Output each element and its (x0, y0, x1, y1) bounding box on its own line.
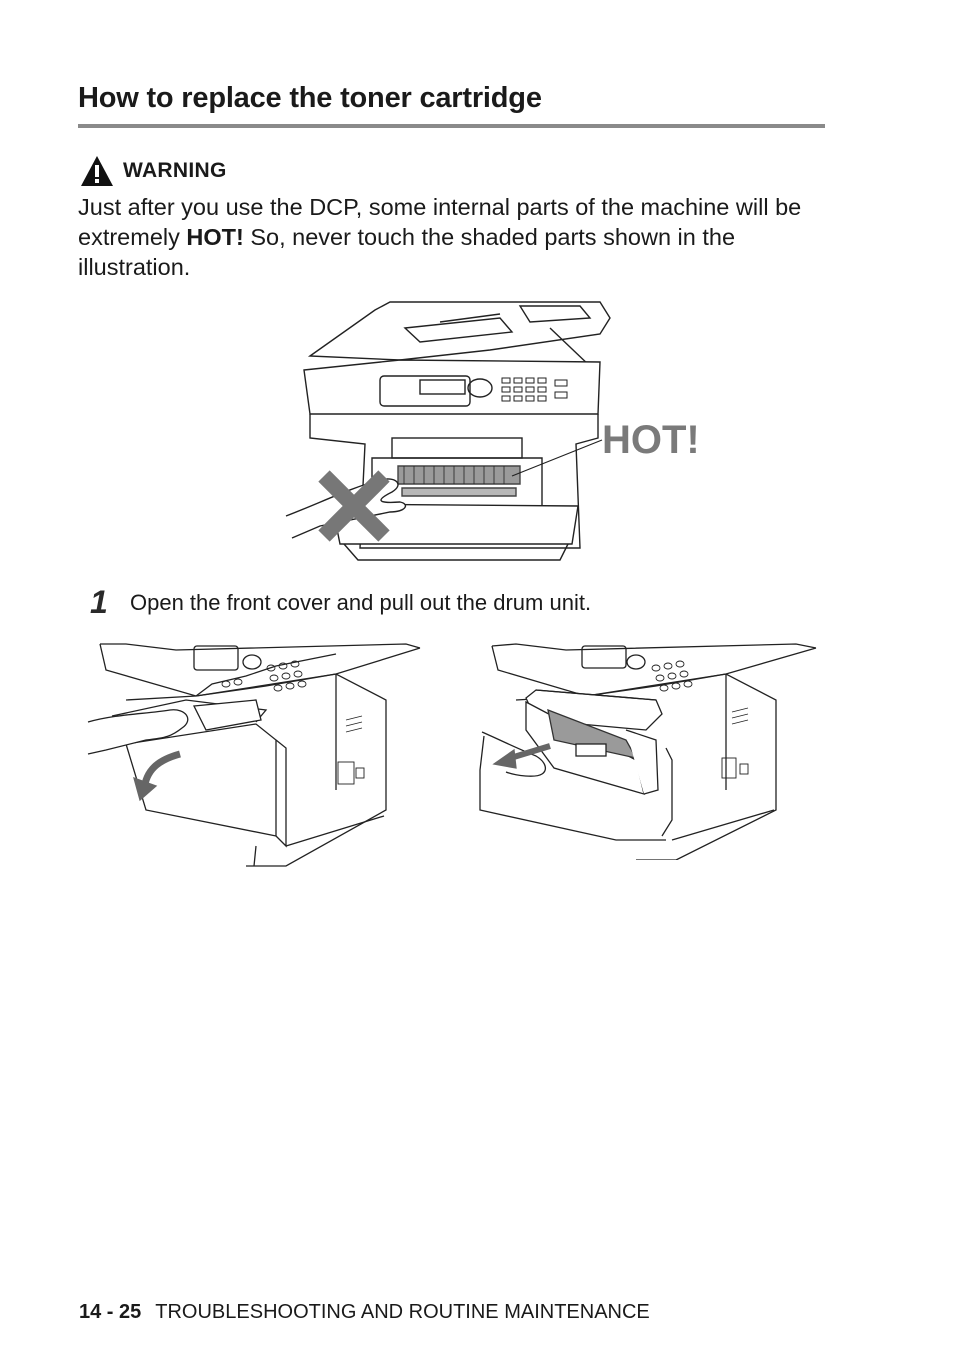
warning-text (78, 192, 838, 282)
page-number: 14 - 25 (79, 1301, 142, 1323)
warning-label: WARNING (123, 159, 227, 182)
section-name: TROUBLESHOOTING AND ROUTINE MAINTENANCE (155, 1301, 650, 1323)
step-text: Open the front cover and pull out the drum unit. (130, 589, 592, 615)
page-title: How to replace the toner cartridge (78, 82, 542, 114)
open-front-cover-illustration (86, 640, 426, 872)
warning-header (80, 153, 227, 189)
title-rule (78, 124, 825, 128)
step-number: 1 (90, 584, 108, 620)
warning-triangle-icon (80, 154, 114, 188)
warning-text-start: Just after you use the DCP, some internal parts of the machine will be extremely (78, 194, 802, 250)
hot-parts-illustration (280, 298, 720, 573)
hot-callout-label: HOT! (602, 418, 700, 462)
warning-text-end: So, never touch the shaded parts shown in the illustration. (78, 224, 736, 280)
pull-out-drum-unit-illustration (476, 640, 822, 860)
step-1 (90, 584, 591, 621)
page-footer (79, 1301, 650, 1324)
warning-hot-emphasis: HOT! (186, 224, 244, 250)
